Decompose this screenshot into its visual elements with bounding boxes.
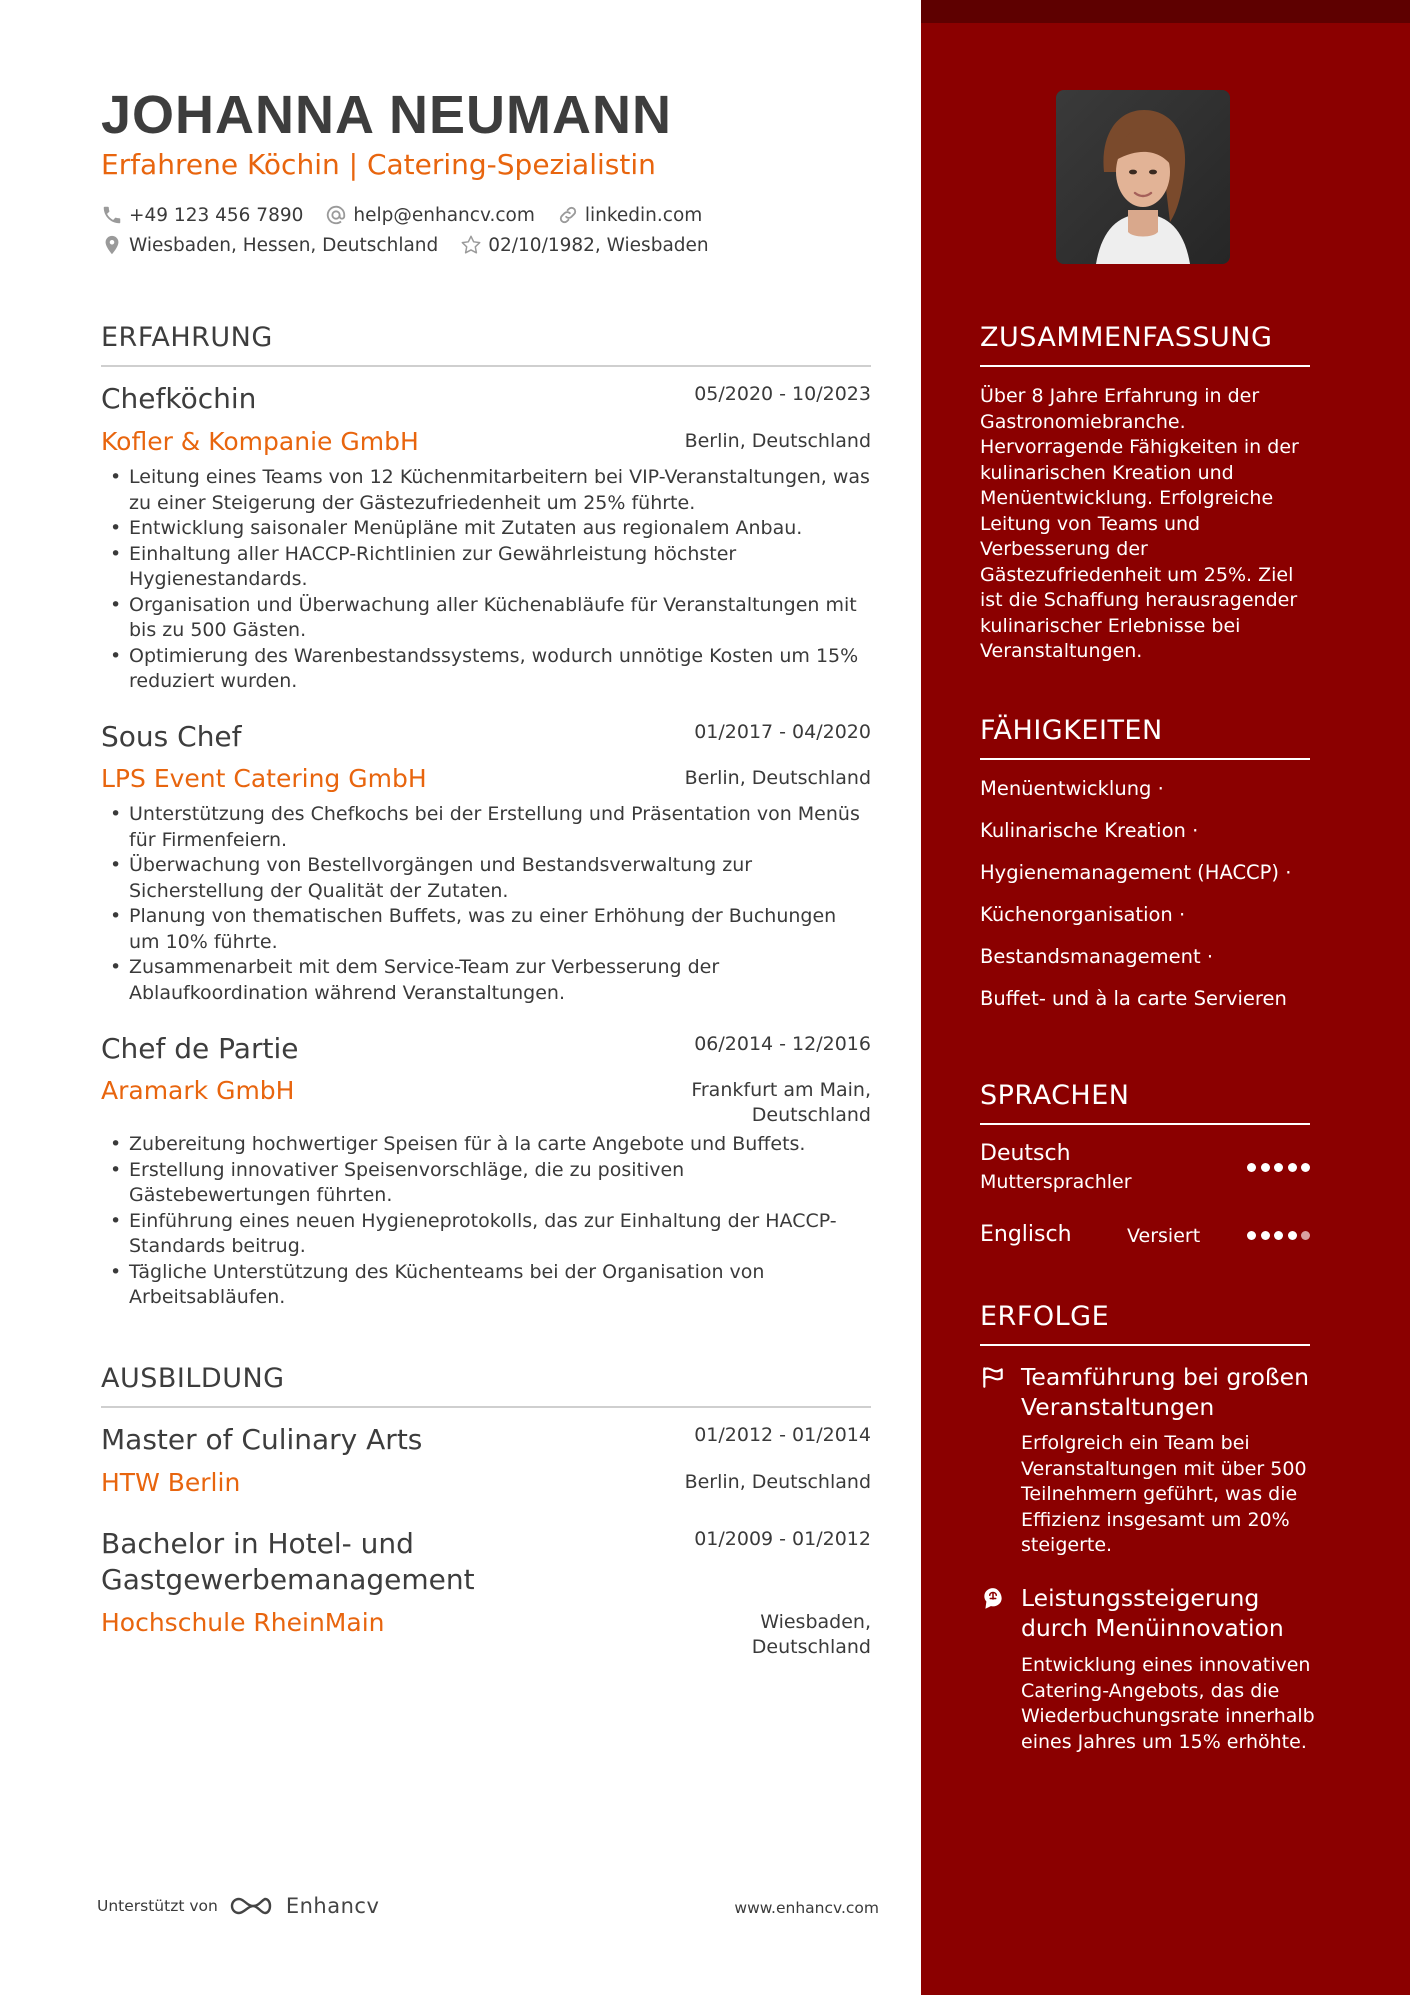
contact-linkedin: [557, 204, 702, 226]
bullet-item: • Einführung eines neuen Hygieneprotokolls, das zur Einhaltung der HACCP-Standards beitrug.: [101, 1209, 871, 1260]
bullet-item: • Organisation und Überwachung aller Küchenabläufe für Veranstaltungen mit bis zu 500 Gästen.: [101, 593, 871, 644]
job-location: Berlin, Deutschland: [684, 767, 871, 789]
school-location-line: Deutschland: [751, 1636, 871, 1658]
contact-row-1: [101, 204, 724, 226]
rating-dot-filled: [1247, 1163, 1256, 1172]
achievements-section-title: ERFOLGE: [980, 1301, 1310, 1346]
achievement-title: Teamführung bei großen Veranstaltungen: [1021, 1363, 1309, 1421]
contact-birth: [460, 234, 708, 256]
enhancv-logo-icon: [228, 1894, 278, 1918]
achievement-description: Erfolgreich ein Team bei Veranstaltungen mit über 500 Teilnehmern geführt, was die Effizienz insgesamt um 20% steigerte.: [1021, 1432, 1307, 1556]
bullet-item: • Optimierung des Warenbestandssystems, wodurch unnötige Kosten um 15% reduziert wurden.: [101, 644, 871, 695]
summary-text: Über 8 Jahre Erfahrung in der Gastronomiebranche. Hervorragende Fähigkeiten in der kulinarischen Kreation und Menüentwicklung. Erfolgreiche Leitung von Teams und Verbesserung der Gästezufriedenheit um 25%. Ziel ist die Schaffung herausragender kulinarischer Erlebnisse bei Veranstaltungen.: [980, 385, 1299, 662]
rating-dot-empty: [1301, 1231, 1310, 1240]
job-title: Sous Chef: [101, 720, 242, 753]
skills-section-title: FÄHIGKEITEN: [980, 715, 1310, 760]
bullet-item: • Planung von thematischen Buffets, was zu einer Erhöhung der Buchungen um 10% führte.: [101, 904, 871, 955]
company-name: LPS Event Catering GmbH: [101, 764, 427, 793]
bullet-item: • Erstellung innovativer Speisenvorschläge, die zu positiven Gästebewertungen führten.: [101, 1158, 871, 1209]
portrait-image: [1056, 90, 1230, 264]
summary-section-title: ZUSAMMENFASSUNG: [980, 322, 1310, 367]
phone-icon: [101, 204, 123, 226]
bullet-item: • Überwachung von Bestellvorgängen und Bestandsverwaltung zur Sicherstellung der Qualität der Zutaten.: [101, 853, 871, 904]
flag-icon: [980, 1364, 1006, 1390]
bullet-item: • Unterstützung des Chefkochs bei der Erstellung und Präsentation von Menüs für Firmenfeiern.: [101, 802, 871, 853]
job-title: Chefköchin: [101, 382, 257, 415]
job-bullets: [101, 802, 871, 1006]
brain-icon: [980, 1586, 1006, 1612]
achievement-description: Entwicklung eines innovativen Catering-Angebots, das die Wiederbuchungsrate innerhalb eines Jahres um 15% erhöhte.: [1021, 1654, 1315, 1753]
sidebar: [921, 0, 1410, 1995]
job-dates: 06/2014 - 12/2016: [694, 1033, 871, 1055]
education-dates: 01/2009 - 01/2012: [694, 1528, 871, 1550]
link-icon: [557, 204, 579, 226]
language-name: Englisch: [980, 1222, 1072, 1247]
language-rating: [1243, 1231, 1311, 1240]
rating-dot-filled: [1288, 1231, 1297, 1240]
language-rating: [1243, 1163, 1311, 1172]
degree-title: [101, 1526, 475, 1598]
rating-dot-filled: [1274, 1231, 1283, 1240]
location-pin-icon: [101, 234, 123, 256]
skill-item: Hygienemanagement (HACCP) ·: [980, 861, 1292, 884]
contact-location: [101, 234, 438, 256]
birth-text: 02/10/1982, Wiesbaden: [488, 234, 709, 256]
profile-photo: [1056, 90, 1230, 264]
school-location: [752, 1610, 871, 1660]
job-location-line: Frankfurt am Main,: [691, 1079, 871, 1101]
degree-title: Master of Culinary Arts: [101, 1423, 423, 1456]
footer-url[interactable]: www.enhancv.com: [734, 1899, 879, 1917]
degree-title-line: Bachelor in Hotel- und: [101, 1527, 414, 1560]
rating-dot-filled: [1301, 1163, 1310, 1172]
email-text[interactable]: help@enhancv.com: [353, 204, 535, 226]
language-level: Versiert: [1127, 1225, 1201, 1247]
phone-text[interactable]: +49 123 456 7890: [129, 204, 304, 226]
bullet-item: • Tägliche Unterstützung des Küchenteams bei der Organisation von Arbeitsabläufen.: [101, 1260, 871, 1311]
rating-dot-filled: [1261, 1163, 1270, 1172]
sidebar-top-bar: [921, 0, 1410, 23]
bullet-item: • Einhaltung aller HACCP-Richtlinien zur Gewährleistung höchster Hygienestandards.: [101, 542, 871, 593]
languages-section-title: SPRACHEN: [980, 1080, 1310, 1125]
candidate-headline: Erfahrene Köchin | Catering-Spezialistin: [101, 148, 656, 181]
achievement-title: Leistungssteigerung durch Menüinnovation: [1021, 1584, 1284, 1642]
skill-item: Menüentwicklung ·: [980, 777, 1164, 800]
skill-item: Bestandsmanagement ·: [980, 945, 1214, 968]
job-location: [691, 1078, 871, 1128]
degree-title-line: Gastgewerbemanagement: [101, 1563, 475, 1596]
rating-dot-filled: [1288, 1163, 1297, 1172]
at-icon: [325, 204, 347, 226]
company-name: Aramark GmbH: [101, 1076, 295, 1105]
contact-phone: [101, 204, 303, 226]
bullet-item: • Zusammenarbeit mit dem Service-Team zur Verbesserung der Ablaufkoordination während Veranstaltungen.: [101, 955, 871, 1006]
school-name: Hochschule RheinMain: [101, 1608, 385, 1637]
job-location-line: Deutschland: [751, 1104, 871, 1126]
rating-dot-filled: [1261, 1231, 1270, 1240]
job-dates: 05/2020 - 10/2023: [694, 383, 871, 405]
rating-dot-filled: [1274, 1163, 1283, 1172]
language-name: Deutsch: [980, 1141, 1071, 1166]
company-name: Kofler & Kompanie GmbH: [101, 427, 419, 456]
footer-powered-by: [97, 1894, 379, 1918]
skill-item: Buffet- und à la carte Servieren: [980, 987, 1287, 1010]
experience-section-title: ERFAHRUNG: [101, 322, 871, 367]
school-location-line: Wiesbaden,: [760, 1611, 871, 1633]
location-text: Wiesbaden, Hessen, Deutschland: [129, 234, 439, 256]
candidate-name: JOHANNA NEUMANN: [101, 85, 673, 145]
school-name: HTW Berlin: [101, 1468, 241, 1497]
job-bullets: [101, 465, 871, 695]
bullet-item: • Entwicklung saisonaler Menüpläne mit Zutaten aus regionalem Anbau.: [101, 516, 871, 542]
bullet-item: • Zubereitung hochwertiger Speisen für à la carte Angebote und Buffets.: [101, 1132, 871, 1158]
education-dates: 01/2012 - 01/2014: [694, 1424, 871, 1446]
contact-email: [325, 204, 534, 226]
brand-text[interactable]: Enhancv: [285, 1894, 380, 1918]
star-icon: [460, 234, 482, 256]
skill-item: Küchenorganisation ·: [980, 903, 1186, 926]
job-bullets: [101, 1132, 871, 1311]
language-level: Muttersprachler: [980, 1171, 1132, 1193]
school-location: Berlin, Deutschland: [684, 1471, 871, 1493]
contact-row-2: [101, 234, 731, 256]
rating-dot-filled: [1247, 1231, 1256, 1240]
skill-item: Kulinarische Kreation ·: [980, 819, 1199, 842]
powered-by-text: Unterstützt von: [97, 1897, 218, 1915]
linkedin-text[interactable]: linkedin.com: [584, 204, 703, 226]
job-location: Berlin, Deutschland: [684, 430, 871, 452]
education-section-title: AUSBILDUNG: [101, 1363, 871, 1408]
job-title: Chef de Partie: [101, 1032, 299, 1065]
job-dates: 01/2017 - 04/2020: [694, 721, 871, 743]
bullet-item: • Leitung eines Teams von 12 Küchenmitarbeitern bei VIP-Veranstaltungen, was zu einer Steigerung der Gästezufriedenheit um 25% führte.: [101, 465, 871, 516]
